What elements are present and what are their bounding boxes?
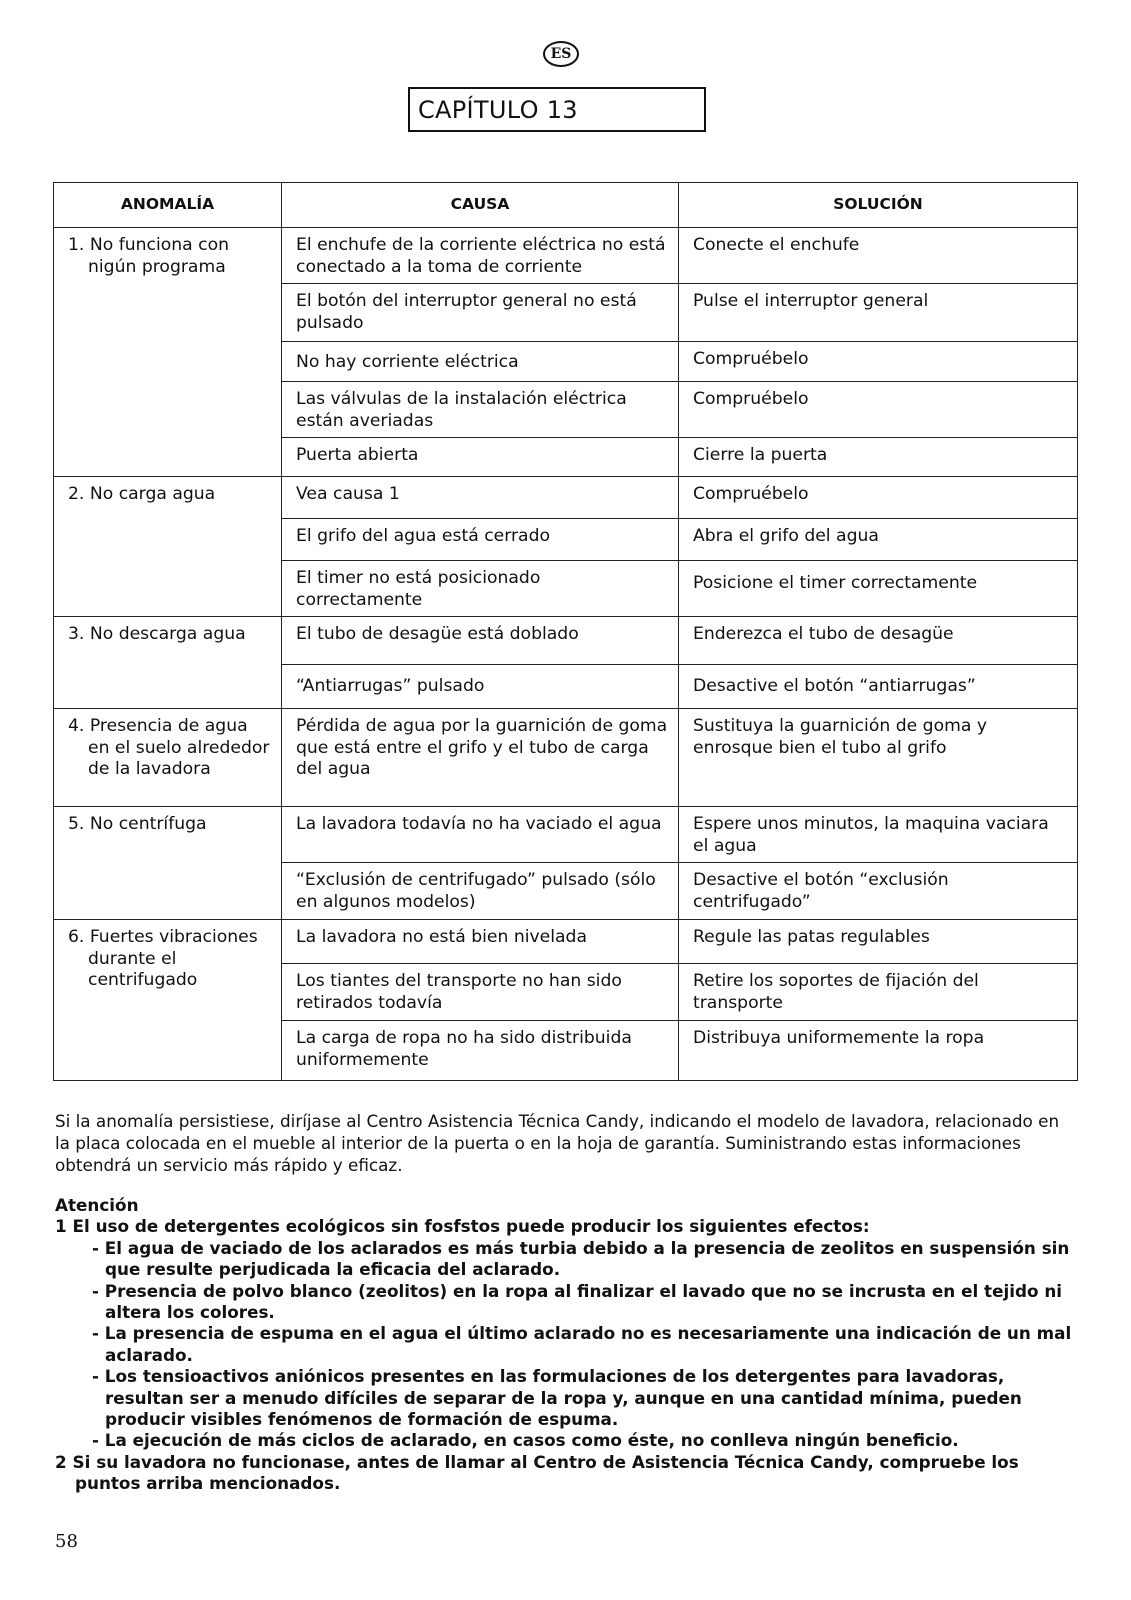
solution-cell: Sustituya la guarnición de goma y enrosque bien el tubo al grifo	[679, 709, 1078, 807]
cause-cell: Las válvulas de la instalación eléctrica están averiadas	[282, 382, 679, 438]
solution-cell: Pulse el interruptor general	[679, 284, 1078, 342]
cause-cell: Puerta abierta	[282, 438, 679, 477]
anomaly-text: 3. No descarga agua	[68, 624, 246, 644]
language-badge: ES	[543, 41, 579, 67]
attention-subitem: - Presencia de polvo blanco (zeolitos) en la ropa al finalizar el lavado que no se incrusta en el tejido ni altera los colores.	[92, 1280, 1063, 1323]
header-solucion: SOLUCIÓN	[679, 183, 1078, 228]
solution-cell: Conecte el enchufe	[679, 228, 1078, 284]
cause-cell: El timer no está posicionado correctamente	[282, 561, 679, 617]
anomaly-cell	[54, 807, 282, 920]
attention-subitem: - El agua de vaciado de los aclarados es más turbia debido a la presencia de zeolitos en suspensión sin que resulte perjudicada la eficacia del aclarado.	[92, 1237, 1070, 1280]
anomaly-text: 4. Presencia de agua en el suelo alrededor de la lavadora	[68, 716, 270, 779]
anomaly-cell	[54, 920, 282, 1081]
solution-cell: Retire los soportes de fijación del transporte	[679, 964, 1078, 1021]
solution-cell: Abra el grifo del agua	[679, 519, 1078, 561]
solution-cell: Regule las patas regulables	[679, 920, 1078, 964]
header-causa: CAUSA	[282, 183, 679, 228]
cause-cell: El grifo del agua está cerrado	[282, 519, 679, 561]
table-row	[54, 228, 1078, 284]
table-header-row	[54, 183, 1078, 228]
cause-cell: La lavadora no está bien nivelada	[282, 920, 679, 964]
troubleshooting-table	[53, 182, 1078, 1081]
solution-cell: Cierre la puerta	[679, 438, 1078, 477]
cause-cell: La lavadora todavía no ha vaciado el agua	[282, 807, 679, 863]
table-row	[54, 920, 1078, 964]
cause-cell: Vea causa 1	[282, 477, 679, 519]
assistance-note: Si la anomalía persistiese, diríjase al Centro Asistencia Técnica Candy, indicando el modelo de lavadora, relacionado en la placa colocada en el mueble al interior de la puerta o en la hoja de garantía. Suministrando estas informaciones obtendrá un servicio más rápido y eficaz.	[55, 1111, 1060, 1175]
table-row	[54, 807, 1078, 863]
solution-cell: Compruébelo	[679, 342, 1078, 382]
solution-cell: Compruébelo	[679, 382, 1078, 438]
anomaly-text: 5. No centrífuga	[68, 814, 207, 834]
cause-cell: El tubo de desagüe está doblado	[282, 617, 679, 665]
cause-cell: Los tiantes del transporte no han sido retirados todavía	[282, 964, 679, 1021]
attention-section	[55, 1195, 1085, 1495]
solution-cell: Posicione el timer correctamente	[679, 561, 1078, 617]
anomaly-text: 2. No carga agua	[68, 484, 216, 504]
cause-cell: El botón del interruptor general no está pulsado	[282, 284, 679, 342]
table-row	[54, 617, 1078, 665]
solution-cell: Espere unos minutos, la maquina vaciara el agua	[679, 807, 1078, 863]
cause-cell: La carga de ropa no ha sido distribuida uniformemente	[282, 1021, 679, 1081]
solution-cell: Compruébelo	[679, 477, 1078, 519]
cause-cell: El enchufe de la corriente eléctrica no está conectado a la toma de corriente	[282, 228, 679, 284]
attention-item-1: 1 El uso de detergentes ecológicos sin fosfstos puede producir los siguientes efectos:	[55, 1216, 870, 1237]
cause-cell: Pérdida de agua por la guarnición de goma que está entre el grifo y el tubo de carga del agua	[282, 709, 679, 807]
anomaly-text: 6. Fuertes vibraciones durante el centrifugado	[68, 927, 258, 990]
anomaly-cell	[54, 709, 282, 807]
attention-subitem: - La presencia de espuma en el agua el último aclarado no es necesariamente una indicación de un mal aclarado.	[92, 1323, 1072, 1365]
chapter-title: CAPÍTULO 13	[408, 87, 706, 132]
attention-subitem: - Los tensioactivos aniónicos presentes en las formulaciones de los detergentes para lavadoras, resultan ser a menudo difíciles de separar de la ropa y, aunque en una cantidad mínima, pueden producir visibles fenómenos de formación de espuma.	[92, 1366, 1022, 1430]
table-row	[54, 477, 1078, 519]
cause-cell: “Antiarrugas” pulsado	[282, 665, 679, 709]
attention-item-2: 2 Si su lavadora no funcionase, antes de llamar al Centro de Asistencia Técnica Candy, compruebe los puntos arriba mencionados.	[55, 1451, 1019, 1494]
anomaly-text: 1. No funciona con nigún programa	[68, 235, 230, 277]
attention-subitem: - La ejecución de más ciclos de aclarado, en casos como éste, no conlleva ningún beneficio.	[92, 1430, 959, 1451]
header-anomalia: ANOMALÍA	[54, 183, 282, 228]
anomaly-cell	[54, 617, 282, 709]
cause-cell: “Exclusión de centrifugado” pulsado (sólo en algunos modelos)	[282, 863, 679, 920]
solution-cell: Desactive el botón “antiarrugas”	[679, 665, 1078, 709]
anomaly-cell	[54, 477, 282, 617]
cause-cell: No hay corriente eléctrica	[282, 342, 679, 382]
page-number: 58	[55, 1531, 78, 1552]
table-row	[54, 709, 1078, 807]
solution-cell: Desactive el botón “exclusión centrifugado”	[679, 863, 1078, 920]
solution-cell: Enderezca el tubo de desagüe	[679, 617, 1078, 665]
attention-title: Atención	[55, 1195, 139, 1215]
anomaly-cell	[54, 228, 282, 477]
solution-cell: Distribuya uniformemente la ropa	[679, 1021, 1078, 1081]
